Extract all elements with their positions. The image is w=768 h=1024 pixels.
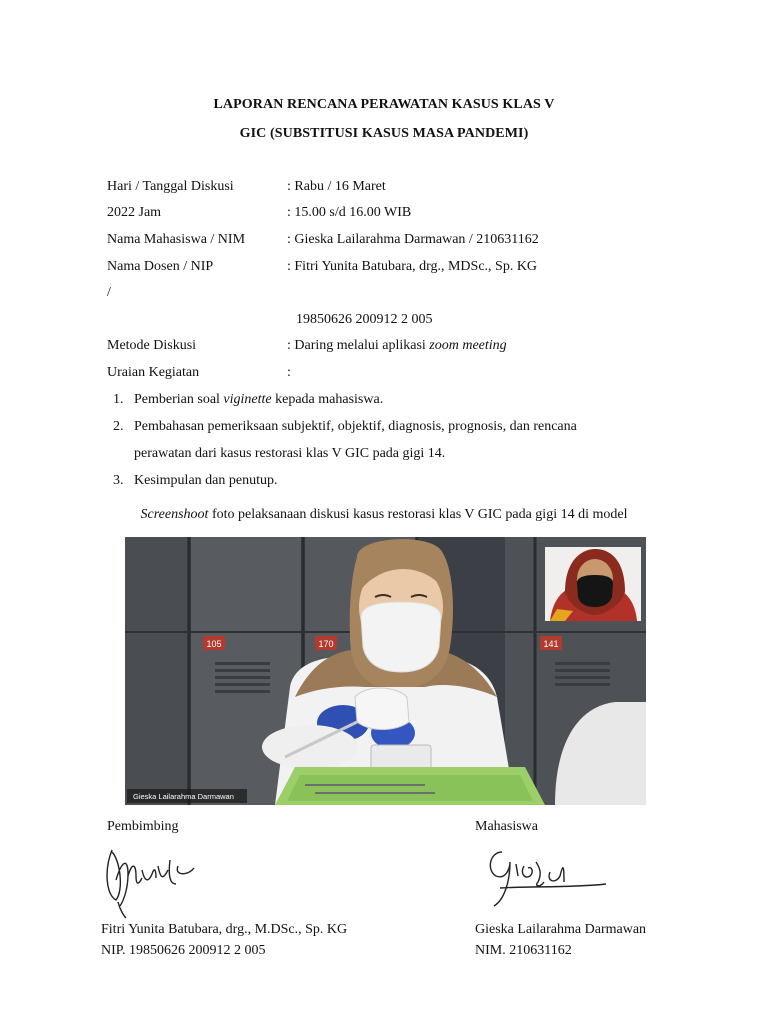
activity-3-text: Kesimpulan dan penutup. <box>134 473 278 488</box>
jam-label: 2022 Jam <box>107 205 162 220</box>
activity-1-suffix: kepada mahasiswa. <box>271 392 384 407</box>
report-title-line2: GIC (SUBSTITUSI KASUS MASA PANDEMI) <box>239 126 529 141</box>
metode-label: Metode Diskusi <box>107 338 197 353</box>
photo-caption <box>0 507 768 523</box>
mahasiswa-value: : Gieska Lailarahma Darmawan / 210631162 <box>287 232 539 247</box>
mahasiswa-label: Nama Mahasiswa / NIM <box>107 232 246 247</box>
locker-number-141: 141 <box>543 639 559 649</box>
activity-1-prefix: Pemberian soal <box>134 392 224 407</box>
activity-2-line1: Pembahasan pemeriksaan subjektif, objektif, diagnosis, prognosis, dan rencana <box>134 419 577 434</box>
mahasiswa-nim: NIM. 210631162 <box>475 943 572 958</box>
activity-2-number: 2. <box>113 419 124 434</box>
photo-caption-text: foto pelaksanaan diskusi kasus restorasi klas V GIC pada gigi 14 di model <box>208 507 628 522</box>
nip-value: 19850626 200912 2 005 <box>296 312 433 327</box>
hari-tanggal-value: : Rabu / 16 Maret <box>287 179 386 194</box>
photo-caption-italic: Screenshoot <box>140 507 209 522</box>
activity-1-number: 1. <box>113 392 124 407</box>
activity-2-line2: perawatan dari kasus restorasi klas V GIC pada gigi 14. <box>134 446 446 461</box>
pembimbing-nip: NIP. 19850626 200912 2 005 <box>101 943 266 958</box>
dosen-label-continuation: / <box>107 285 111 300</box>
metode-value-italic: zoom meeting <box>429 338 507 353</box>
pembimbing-role: Pembimbing <box>107 819 179 834</box>
zoom-screenshot-illustration <box>125 537 646 805</box>
pembimbing-signature <box>98 840 208 920</box>
locker-number-170: 170 <box>318 639 334 649</box>
mahasiswa-role: Mahasiswa <box>475 819 538 834</box>
hari-tanggal-label: Hari / Tanggal Diskusi <box>107 179 234 194</box>
metode-value <box>287 338 507 354</box>
zoom-participant-name: Gieska Lailarahma Darmawan <box>133 792 234 801</box>
jam-value: : 15.00 s/d 16.00 WIB <box>287 205 412 220</box>
mahasiswa-name: Gieska Lailarahma Darmawan <box>475 922 647 937</box>
zoom-screenshot-photo <box>125 537 646 805</box>
uraian-value: : <box>287 365 291 380</box>
dosen-label: Nama Dosen / NIP <box>107 259 214 274</box>
pembimbing-name: Fitri Yunita Batubara, drg., M.DSc., Sp. KG <box>101 922 348 937</box>
metode-value-text: : Daring melalui aplikasi <box>287 338 430 353</box>
uraian-label: Uraian Kegiatan <box>107 365 200 380</box>
mahasiswa-signature <box>480 842 610 912</box>
activity-1-text <box>134 392 383 408</box>
report-title-line1: LAPORAN RENCANA PERAWATAN KASUS KLAS V <box>213 97 555 112</box>
locker-number-105: 105 <box>206 639 222 649</box>
activity-3-number: 3. <box>113 473 124 488</box>
activity-1-italic: viginette <box>223 392 272 407</box>
dosen-value: : Fitri Yunita Batubara, drg., MDSc., Sp. KG <box>287 259 538 274</box>
